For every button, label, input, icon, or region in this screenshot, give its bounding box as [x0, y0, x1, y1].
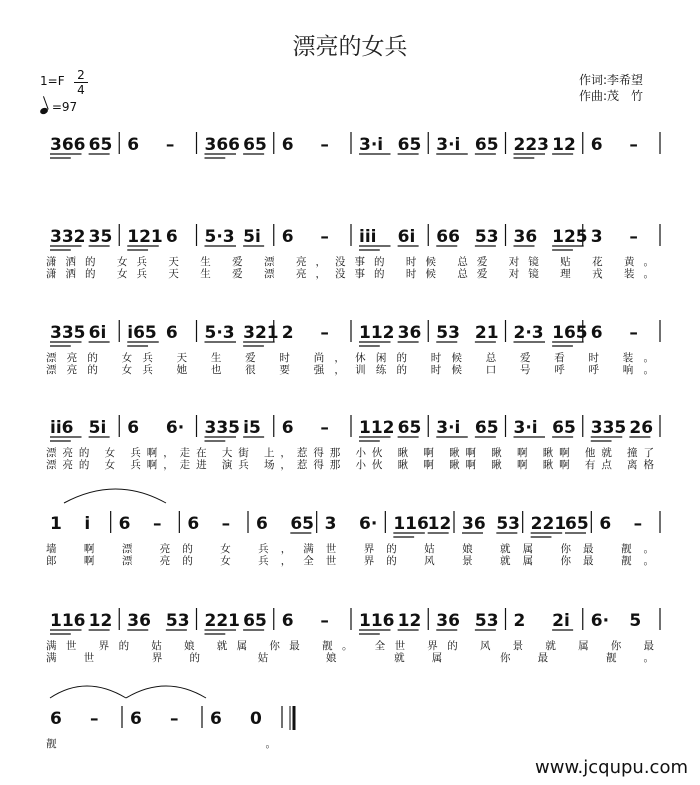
song-title: 漂亮的女兵 [292, 34, 408, 60]
note-group: 6 [281, 227, 294, 247]
note-group: 165 [552, 323, 588, 343]
note-group: 6 [50, 709, 62, 729]
note-group: 366 [204, 135, 240, 155]
note-group: 3·i [436, 135, 461, 155]
note-group: 6· [165, 418, 185, 438]
note-group: – [629, 227, 638, 247]
note-group: – [221, 514, 231, 534]
note-group: 65 [243, 135, 267, 155]
time-numerator: 2 [77, 68, 85, 82]
note-group: 6 [118, 514, 131, 534]
lyrics-verse-1: 漂亮的 女 兵啊，走在 大街 上，惹得那 小伙 瞅 啊 瞅啊 瞅 啊 瞅啊 他就 撞了 [46, 447, 655, 459]
lyrics-verse-1: 满世 界的 姑 娘 就属 你最 靓。 全世 界的 风 景 就 属 你 最 [46, 640, 654, 652]
note-group: 116 [393, 514, 429, 534]
lyrics-verse-2: 潇洒的 女兵 天 生 爱 漂 亮，没事的 时候 总爱 对镜 理 戎 装。 [46, 268, 654, 280]
note-group: 65 [243, 611, 267, 631]
note-group: 2·3 [513, 323, 544, 343]
note-group: 6 [590, 323, 603, 343]
note-group: – [629, 135, 638, 155]
note-group: iii [359, 227, 377, 247]
note-group: 112 [359, 323, 395, 343]
lyrics-verse-1: 墙 啊 漂 亮的 女 兵，满世 界的 姑 娘 就属 你最 靓。 [46, 543, 654, 555]
note-group: 2i [552, 611, 570, 631]
note-group: 1 [50, 514, 62, 534]
note-group: – [320, 227, 329, 247]
note-group: 12 [552, 135, 576, 155]
note-group: 26 [629, 418, 654, 438]
note-group: 5i [243, 227, 261, 247]
note-group: – [633, 514, 643, 534]
note-group: 6 [599, 514, 612, 534]
note-group: 121 [127, 227, 163, 247]
note-group: 3 [324, 514, 337, 534]
watermark: www.jcqupu.com [535, 757, 688, 778]
note-group: 116 [50, 611, 86, 631]
note-group: 335 [204, 418, 240, 438]
note-group: 66 [436, 227, 460, 247]
lyrics-verse-2: 漂亮的 女 兵啊，走进 演兵 场，惹得那 小伙 瞅 啊 瞅啊 瞅 啊 瞅啊 有点 离格 [46, 459, 655, 471]
note-group: 36 [513, 227, 538, 247]
note-group: 53 [436, 323, 460, 343]
note-group: 65 [552, 418, 576, 438]
note-group: 6 [281, 418, 294, 438]
note-group: – [153, 514, 162, 534]
note-group: 6 [281, 611, 294, 631]
note-group: 65 [88, 135, 113, 155]
note-group: 125 [552, 227, 588, 247]
note-group: 6 [187, 514, 200, 534]
lyrics-verse-1: 漂亮的 女兵 天 生 爱 时 尚，休闲的 时候 总 爱 看 时 装。 [46, 352, 654, 364]
note-group: ii6 [50, 418, 74, 438]
note-group: 21 [474, 323, 499, 343]
note-group: 3·i [359, 135, 384, 155]
note-group: 53 [165, 611, 190, 631]
note-group: 6 [130, 709, 142, 729]
note-group: 65 [290, 514, 315, 534]
note-group: 6 [165, 323, 178, 343]
note-group: – [320, 611, 329, 631]
note-group: i [84, 514, 91, 534]
note-group: 5i [88, 418, 107, 438]
note-group: 3·i [513, 418, 538, 438]
note-group: – [320, 323, 329, 343]
note-group: – [320, 135, 329, 155]
note-group: 0 [250, 709, 262, 729]
note-group: 6 [127, 418, 140, 438]
note-group: 6 [210, 709, 222, 729]
note-group: 5 [629, 611, 642, 631]
tempo-value: =97 [51, 100, 78, 114]
note-group: 53 [474, 611, 499, 631]
time-denominator: 4 [74, 82, 88, 97]
note-group: 5·3 [204, 323, 235, 343]
note-group: 12 [397, 611, 422, 631]
note-group: – [629, 323, 638, 343]
composer: 作曲:茂 竹 [579, 89, 644, 103]
note-group: 53 [474, 227, 499, 247]
note-group: 65 [397, 418, 422, 438]
note-group: 65 [474, 418, 499, 438]
note-group: 2 [281, 323, 294, 343]
note-group: 3 [590, 227, 603, 247]
note-group: 221 [204, 611, 240, 631]
lyrics-verse-2: 郎 啊 漂 亮的 女 兵，全世 界的 风 景 就属 你最 靓。 [46, 555, 654, 567]
note-group: 223 [513, 135, 549, 155]
note-group: 335 [590, 418, 627, 438]
note-group: 12 [427, 514, 452, 534]
note-group: 36 [397, 323, 422, 343]
slur [126, 686, 206, 698]
note-group: – [165, 135, 175, 155]
lyrics-verse-2: 满世 界的 姑 娘 就属 你最 靓。 [46, 652, 654, 664]
note-group: 6 [281, 135, 294, 155]
note-group: – [320, 418, 329, 438]
note-group: 6· [590, 611, 610, 631]
note-group: – [170, 709, 179, 729]
lyricist: 作词:李希望 [579, 73, 644, 87]
note-group: 65 [474, 135, 499, 155]
lyrics-verse-2: 漂亮的 女兵 她 也 很 要 强，训练的 时候 口 号 呼 呼 响。 [46, 364, 654, 376]
note-group: 65 [397, 135, 422, 155]
note-group: 3·i [436, 418, 461, 438]
note-group: 6· [359, 514, 378, 534]
note-group: 6 [590, 135, 603, 155]
note-group: 36 [127, 611, 151, 631]
note-group: 12 [88, 611, 113, 631]
note-group: 5·3 [204, 227, 235, 247]
note-group: i65 [127, 323, 157, 343]
note-group: 6i [397, 227, 416, 247]
note-group: 35 [88, 227, 113, 247]
note-group: 6i [88, 323, 107, 343]
note-group: 53 [496, 514, 521, 534]
note-group: 112 [359, 418, 395, 438]
note-group: 335 [50, 323, 86, 343]
note-group: 6 [127, 135, 140, 155]
key-label: 1=F [40, 74, 65, 88]
note-group: 65 [565, 514, 589, 534]
note-group: 36 [436, 611, 460, 631]
note-group: 2 [513, 611, 526, 631]
note-group: 366 [50, 135, 86, 155]
note-group: 332 [50, 227, 86, 247]
note-group: i5 [243, 418, 261, 438]
slur [50, 686, 126, 698]
note-group: 6 [165, 227, 178, 247]
lyrics-verse-1: 靓。 [46, 738, 276, 750]
note-group: – [90, 709, 99, 729]
note-group: 321 [243, 323, 279, 343]
note-group: 116 [359, 611, 395, 631]
note-group: 36 [462, 514, 486, 534]
note-group: 6 [256, 514, 268, 534]
note-group: 221 [530, 514, 567, 534]
slur [64, 489, 166, 503]
lyrics-verse-1: 潇洒的 女兵 天 生 爱 漂 亮，没事的 时候 总爱 对镜 贴 花 黄。 [46, 256, 654, 268]
